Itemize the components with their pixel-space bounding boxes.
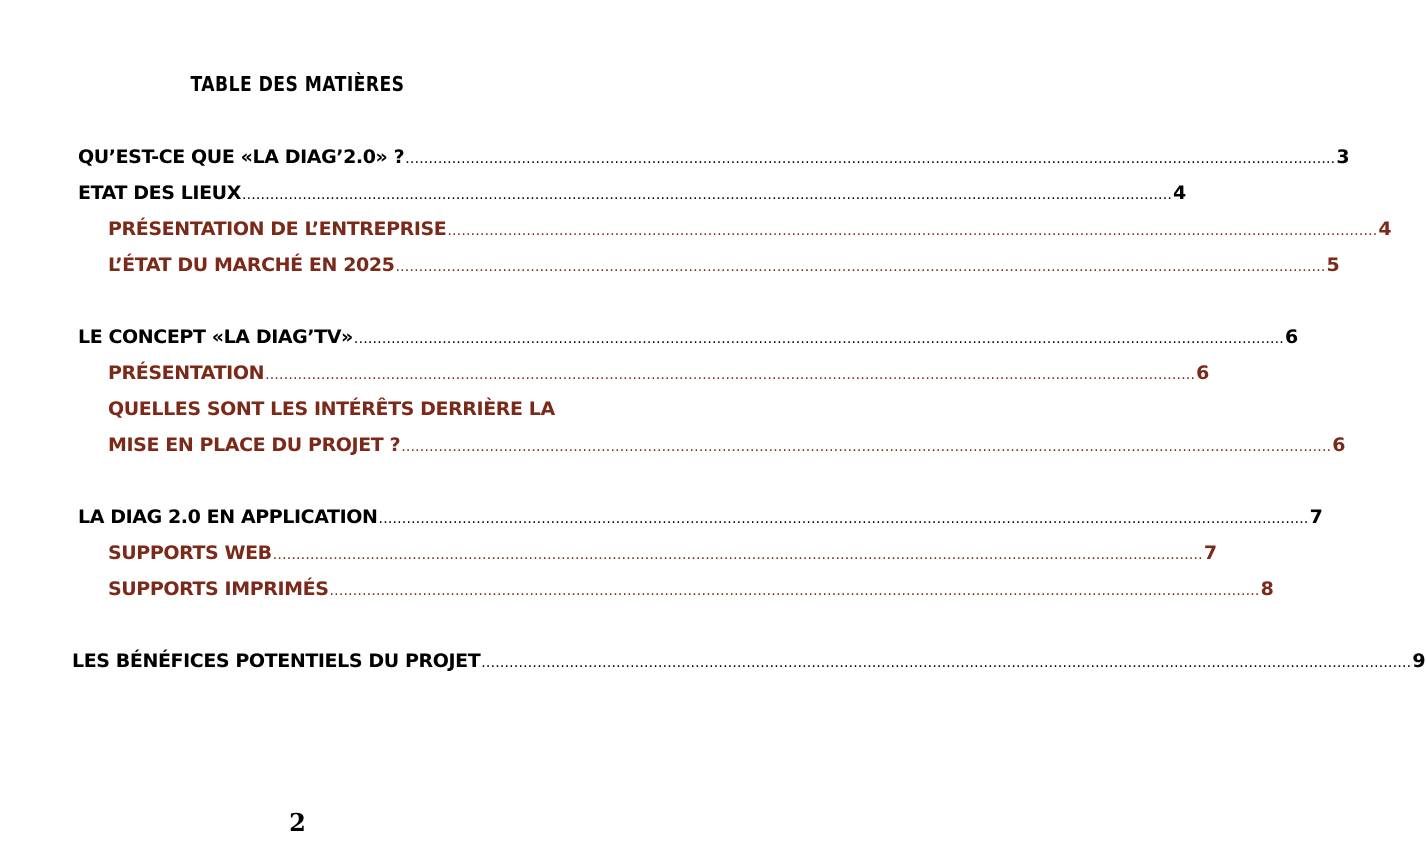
toc-entry-etat-marche[interactable]	[108, 253, 1340, 279]
toc-entry-page: 7	[1309, 506, 1323, 528]
toc-entry-page: 6	[1332, 434, 1346, 456]
dot-leader: ........................................................................................................................................................................................................	[265, 367, 1196, 383]
dot-leader: ........................................................................................................................................................................................................	[241, 187, 1172, 203]
toc-entry-presentation-entreprise[interactable]	[108, 217, 1392, 243]
toc-entry-benefices[interactable]	[72, 649, 1426, 675]
page-number: 2	[289, 808, 306, 837]
dot-leader: ........................................................................................................................................................................................................	[329, 583, 1260, 599]
toc-entry-text: L’ÉTAT DU MARCHÉ EN 2025	[108, 254, 395, 276]
dot-leader: ........................................................................................................................................................................................................	[447, 223, 1378, 239]
toc-entry-interets-line1[interactable]: QUELLES SONT LES INTÉRÊTS DERRIÈRE LA	[108, 398, 555, 420]
toc-entry-text: LA DIAG 2.0 EN APPLICATION	[78, 506, 378, 528]
dot-leader: ........................................................................................................................................................................................................	[401, 439, 1332, 455]
toc-entry-page: 6	[1284, 326, 1299, 348]
toc-entry-text: QU’EST-CE QUE «LA DIAG’2.0» ?	[78, 146, 405, 168]
toc-entry-etat-des-lieux[interactable]	[78, 181, 1187, 207]
toc-title: TABLE DES MATIÈRES	[190, 72, 405, 96]
toc-entry-supports-web[interactable]	[108, 541, 1218, 567]
toc-entry-page: 9	[1412, 650, 1426, 672]
toc-entry-text: LE CONCEPT «LA DIAG’TV»	[78, 326, 353, 348]
toc-entry-text: SUPPORTS IMPRIMÉS	[108, 578, 329, 600]
dot-leader: ........................................................................................................................................................................................................	[405, 151, 1336, 167]
toc-entry-page: 3	[1336, 146, 1350, 168]
dot-leader: ........................................................................................................................................................................................................	[395, 259, 1326, 275]
dot-leader: ........................................................................................................................................................................................................	[481, 655, 1412, 671]
toc-entry-supports-imprimes[interactable]	[108, 577, 1274, 603]
toc-entry-page: 7	[1203, 542, 1218, 564]
toc-entry-text: ETAT DES LIEUX	[78, 182, 241, 204]
toc-entry-text: MISE EN PLACE DU PROJET ?	[108, 434, 401, 456]
toc-entry-page: 5	[1326, 254, 1340, 276]
dot-leader: ........................................................................................................................................................................................................	[272, 547, 1203, 563]
toc-entry-concept-diagtv[interactable]	[78, 325, 1299, 351]
toc-entry-text: SUPPORTS WEB	[108, 542, 272, 564]
dot-leader: ........................................................................................................................................................................................................	[378, 511, 1309, 527]
toc-entry-text: PRÉSENTATION DE L’ENTREPRISE	[108, 218, 447, 240]
toc-entry-page: 4	[1173, 182, 1187, 204]
toc-entry-page: 8	[1260, 578, 1274, 600]
toc-entry-what-is[interactable]	[78, 145, 1350, 171]
toc-entry-text: LES BÉNÉFICES POTENTIELS DU PROJET	[72, 650, 481, 672]
toc-entry-page: 4	[1378, 218, 1392, 240]
toc-entry-page: 6	[1196, 362, 1210, 384]
toc-entry-interets[interactable]	[108, 433, 1346, 459]
dot-leader: ........................................................................................................................................................................................................	[353, 331, 1284, 347]
toc-entry-presentation[interactable]	[108, 361, 1210, 387]
toc-entry-text: PRÉSENTATION	[108, 362, 265, 384]
toc-entry-diag-application[interactable]	[78, 505, 1323, 531]
